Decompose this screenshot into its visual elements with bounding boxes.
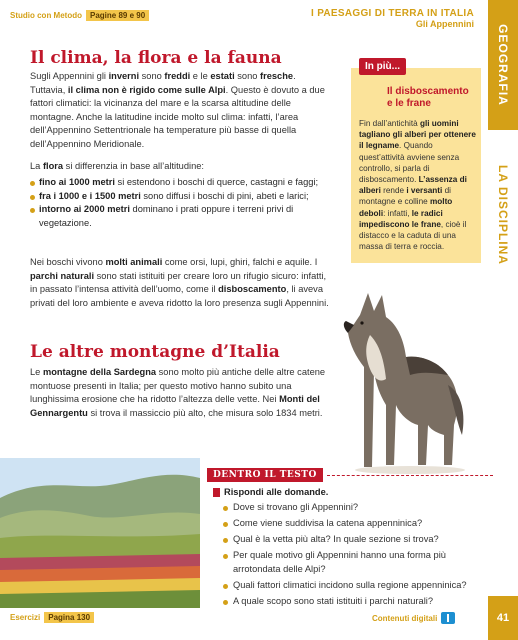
section1-paragraph3: Nei boschi vivono molti animali come orsi, lupi, ghiri, falchi e aquile. I parchi naturali sono stati istituiti per creare loro un rifugio sicuro: infatti, in passato l’intensa attività dell’uomo, come il disboscamento, li aveva privati del loro ambiente e aveva ridotto la loro presenza sugli Appennini. xyxy=(30,257,329,308)
side-tab-geografia xyxy=(488,0,518,130)
section2-paragraph1: Le montagne della Sardegna sono molto più antiche delle altre catene montuose presenti in Italia; per questo motivo hanno subito una lunghissima erosione che ha ridotto l’altezza delle vette. Nei Monti del Gennargentu si trova il massiccio più alto, che misura solo 1834 metri. xyxy=(30,367,326,418)
questions-prompt-label: Rispondi alle domande. xyxy=(224,487,329,497)
header-left xyxy=(10,10,149,21)
in-piu-title: Il disboscamento e le frane xyxy=(387,86,469,109)
digital-content-label[interactable]: Contenuti digitali xyxy=(372,613,438,623)
in-piu-tag: In più... xyxy=(359,58,406,75)
dentro-il-testo-header xyxy=(207,468,493,482)
dashed-divider xyxy=(327,475,493,476)
chapter-subtitle: Gli Appennini xyxy=(415,19,474,29)
in-piu-text: Fin dall’antichità gli uomini tagliano gli alberi per ottenere il legname. Quando quest’attività avviene senza controllo, si parla di disboscamento. L’assenza di alberi rende i versanti di montagne e colline molto deboli: infatti, le radici impediscono le frane, cioè il distacco e la caduta di una massa di terra e roccia. xyxy=(359,119,476,252)
section1-paragraph1: Sugli Appennini gli inverni sono freddi e le estati sono fresche. Tuttavia, il clima non è rigido come sulle Alpi. Questo è dovuto a due fattori climatici: la vicinanza del mare e la scarsa altitudine delle montagne. Anche la latitudine incide molto sul clima: infatti, l’area dell’Appennino Settentrionale ha temperature più basse di quella dell’Appennino Meridionale. xyxy=(30,71,325,149)
question-item: Dove si trovano gli Appennini? xyxy=(223,501,488,515)
side-tab-geografia-label: GEOGRAFIA xyxy=(496,24,510,106)
prompt-marker-icon xyxy=(213,488,220,497)
questions-prompt xyxy=(213,487,328,497)
question-item: Qual è la vetta più alta? In quale sezione si trova? xyxy=(223,533,488,547)
page-number-label: 41 xyxy=(496,612,510,624)
question-item: A quale scopo sono stati istituiti i parchi naturali? xyxy=(223,595,488,609)
digital-content[interactable] xyxy=(372,612,455,624)
section1-title: Il clima, la flora e la fauna xyxy=(30,48,282,68)
wolf-image xyxy=(340,275,475,475)
footer-left xyxy=(10,612,94,623)
question-item: Quali fattori climatici incidono sulla regione appenninica? xyxy=(223,579,488,593)
exercises-label: Esercizi xyxy=(10,613,41,622)
in-piu-box xyxy=(351,61,481,263)
exercises-page: Pagina 130 xyxy=(44,612,94,623)
flora-list-item: fra i 1000 e i 1500 metri sono diffusi i boschi di pini, abeti e larici; xyxy=(30,190,330,204)
study-method-label: Studio con Metodo xyxy=(10,11,82,20)
questions-list xyxy=(223,501,488,611)
question-item: Per quale motivo gli Appennini hanno una forma più arrotondata delle Alpi? xyxy=(223,549,488,576)
flora-list-item: fino ai 1000 metri si estendono i boschi di querce, castagni e faggi; xyxy=(30,176,330,190)
side-tab-disciplina xyxy=(490,160,516,270)
section2-title: Le altre montagne d’Italia xyxy=(30,342,280,362)
flora-list xyxy=(30,176,330,230)
side-tab-disciplina-label: LA DISCIPLINA xyxy=(496,165,510,265)
landscape-image xyxy=(0,458,200,608)
study-method-pages: Pagine 89 e 90 xyxy=(86,10,149,21)
section1-paragraph2: La flora si differenzia in base all’altitudine: xyxy=(30,161,205,171)
book-icon[interactable] xyxy=(441,612,455,624)
chapter-title: I PAESAGGI DI TERRA IN ITALIA xyxy=(311,8,474,19)
dentro-il-testo-tag: DENTRO IL TESTO xyxy=(207,468,323,482)
header-right xyxy=(311,8,474,29)
question-item: Come viene suddivisa la catena appenninica? xyxy=(223,517,488,531)
flora-list-item: intorno ai 2000 metri dominano i prati oppure i terreni privi di vegetazione. xyxy=(30,203,330,230)
page-number xyxy=(488,596,518,640)
